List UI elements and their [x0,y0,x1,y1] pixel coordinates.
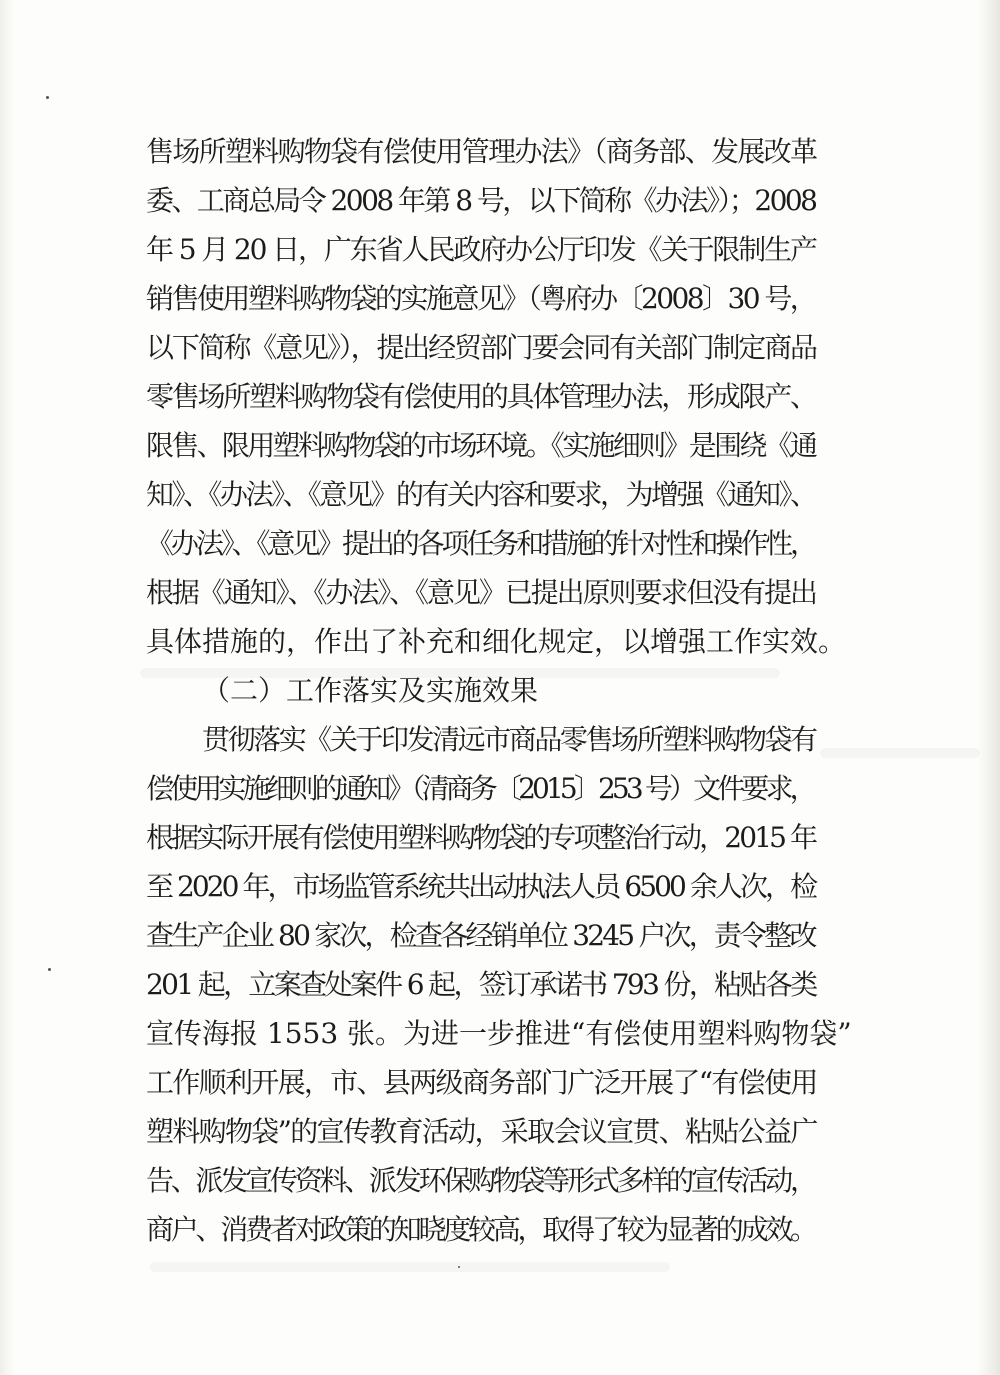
paragraph-line: 偿使用实施细则的通知》（清商务〔2015〕253 号）文件要求， [146,772,814,805]
paragraph-line: 委、工商总局令 2008 年第 8 号，以下简称《办法》）；2008 [146,184,816,217]
paragraph-line: 以下简称《意见》），提出经贸部门要会同有关部门制定商品 [146,331,816,364]
paragraph-line: 根据实际开展有偿使用塑料购物袋的专项整治行动，2015 年 [146,821,816,854]
paragraph-line: 根据《通知》、《办法》、《意见》已提出原则要求但没有提出 [146,576,816,609]
paragraph-line: 告、派发宣传资料、派发环保购物袋等形式多样的宣传活动， [146,1164,815,1197]
paragraph-line: 宣传海报 1553 张。为进一步推进“有偿使用塑料购物袋” [146,1017,852,1050]
paragraph-line: 查生产企业 80 家次，检查各经销单位 3245 户次，责令整改 [146,919,815,952]
paragraph-line: 201 起，立案查处案件 6 起，签订承诺书 793 份，粘贴各类 [146,968,816,1001]
paragraph-line: 售场所塑料购物袋有偿使用管理办法》（商务部、发展改革 [146,135,817,168]
paragraph-line: 工作顺利开展，市、县两级商务部门广泛开展了“有偿使用 [146,1066,817,1099]
paragraph-line: 商户、消费者对政策的知晓度较高，取得了较为显著的成效。 [146,1213,815,1246]
paragraph-line: 零售场所塑料购物袋有偿使用的具体管理办法，形成限产、 [146,380,816,413]
paragraph-line: 至 2020 年，市场监管系统共出动执法人员 6500 余人次，检 [146,870,816,903]
paragraph-line: 《办法》、《意见》提出的各项任务和措施的针对性和操作性， [146,527,815,560]
section-heading: （二）工作落实及实施效果 [202,674,539,707]
paragraph-line: 限售、限用塑料购物袋的市场环境。《实施细则》是围绕《通 [146,429,816,462]
paragraph-line: 销售使用塑料购物袋的实施意见》（粤府办〔2008〕30 号， [146,282,816,315]
paragraph-line: 塑料购物袋”的宣传教育活动，采取会议宣贯、粘贴公益广 [146,1115,817,1148]
paragraph-line: 知》、《办法》、《意见》的有关内容和要求，为增强《通知》、 [146,478,816,511]
paragraph-line: 具体措施的，作出了补充和细化规定，以增强工作实效。 [146,625,847,658]
paragraph-line: 贯彻落实《关于印发清远市商品零售场所塑料购物袋有 [202,723,816,756]
paragraph-line: 年 5 月 20 日，广东省人民政府办公厅印发《关于限制生产 [146,233,816,266]
